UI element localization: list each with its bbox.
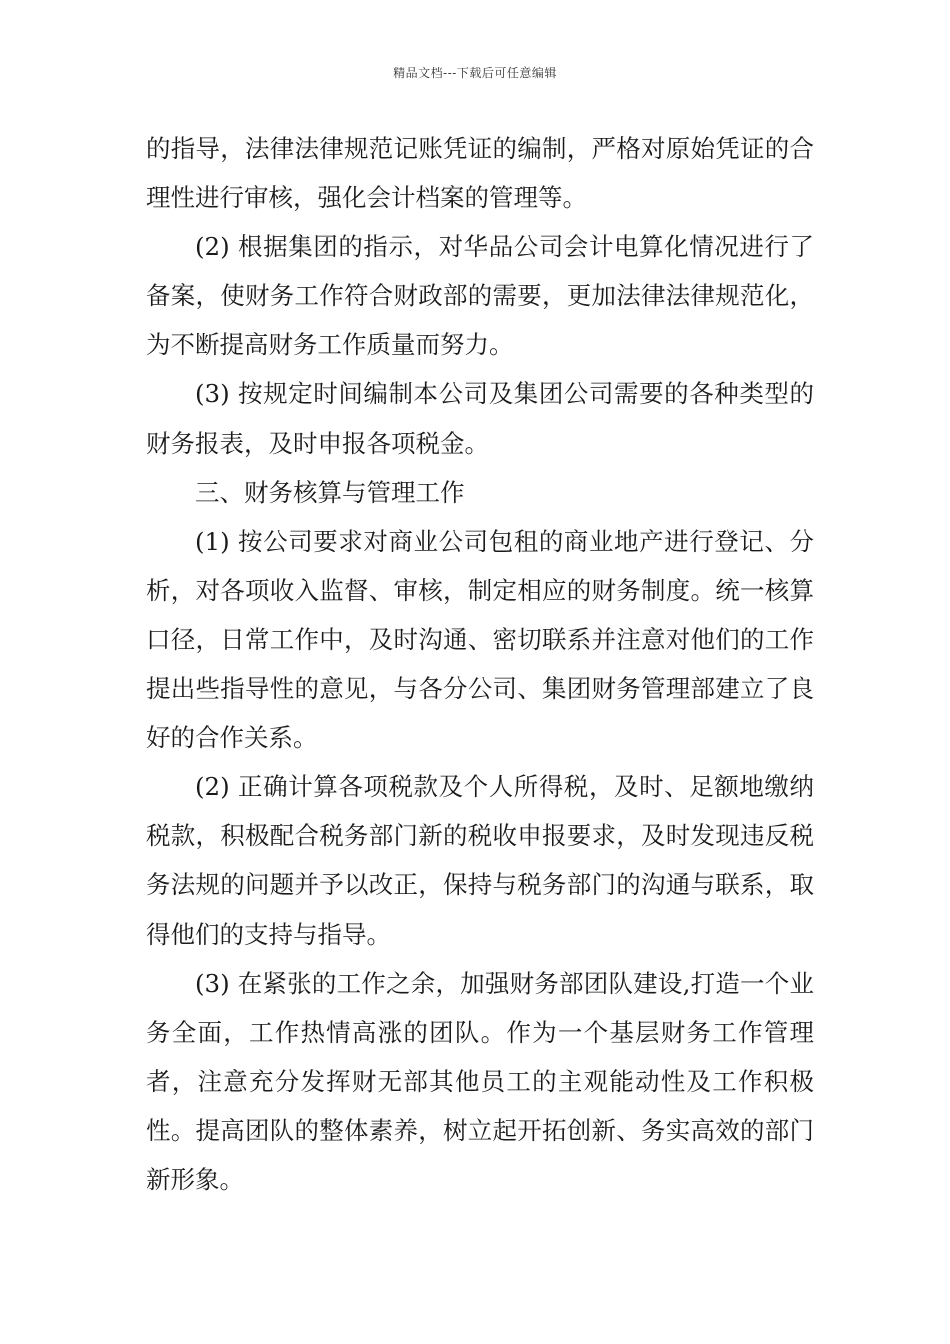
paragraph-item-2: (2) 根据集团的指示，对华品公司会计电算化情况进行了备案，使财务工作符合财政部的需要，更加法律法律规范化，为不断提高财务工作质量而努力。 xyxy=(146,232,814,360)
page-header: 精品文档---下载后可任意编辑 xyxy=(393,66,557,80)
paragraph-section3-item-3: (3) 在紧张的工作之余，加强财务部团队建设,打造一个业务全面，工作热情高涨的团队。作为一个基层财务工作管理者，注意充分发挥财无部其他员工的主观能动性及工作积极性。提高团队的整体素养，树立起开拓创新、务实高效的部门新形象。 xyxy=(146,968,814,1194)
section-heading: 三、财务核算与管理工作 xyxy=(195,477,465,507)
paragraph-section3-item-2: (2) 正确计算各项税款及个人所得税，及时、足额地缴纳税款，积极配合税务部门新的税收申报要求，及时发现违反税务法规的问题并予以改正，保持与税务部门的沟通与联系，取得他们的支持与指导。 xyxy=(146,772,814,949)
paragraph-item-3: (3) 按规定时间编制本公司及集团公司需要的各种类型的财务报表，及时申报各项税金。 xyxy=(146,379,814,458)
paragraph-continuation: 的指导，法律法律规范记账凭证的编制，严格对原始凭证的合理性进行审核，强化会计档案的管理等。 xyxy=(146,134,814,213)
document-body xyxy=(146,124,814,1204)
paragraph-section3-item-1: (1) 按公司要求对商业公司包租的商业地产进行登记、分析，对各项收入监督、审核，制定相应的财务制度。统一核算口径，日常工作中，及时沟通、密切联系并注意对他们的工作提出些指导性的意见，与各分公司、集团财务管理部建立了良好的合作关系。 xyxy=(146,526,814,753)
